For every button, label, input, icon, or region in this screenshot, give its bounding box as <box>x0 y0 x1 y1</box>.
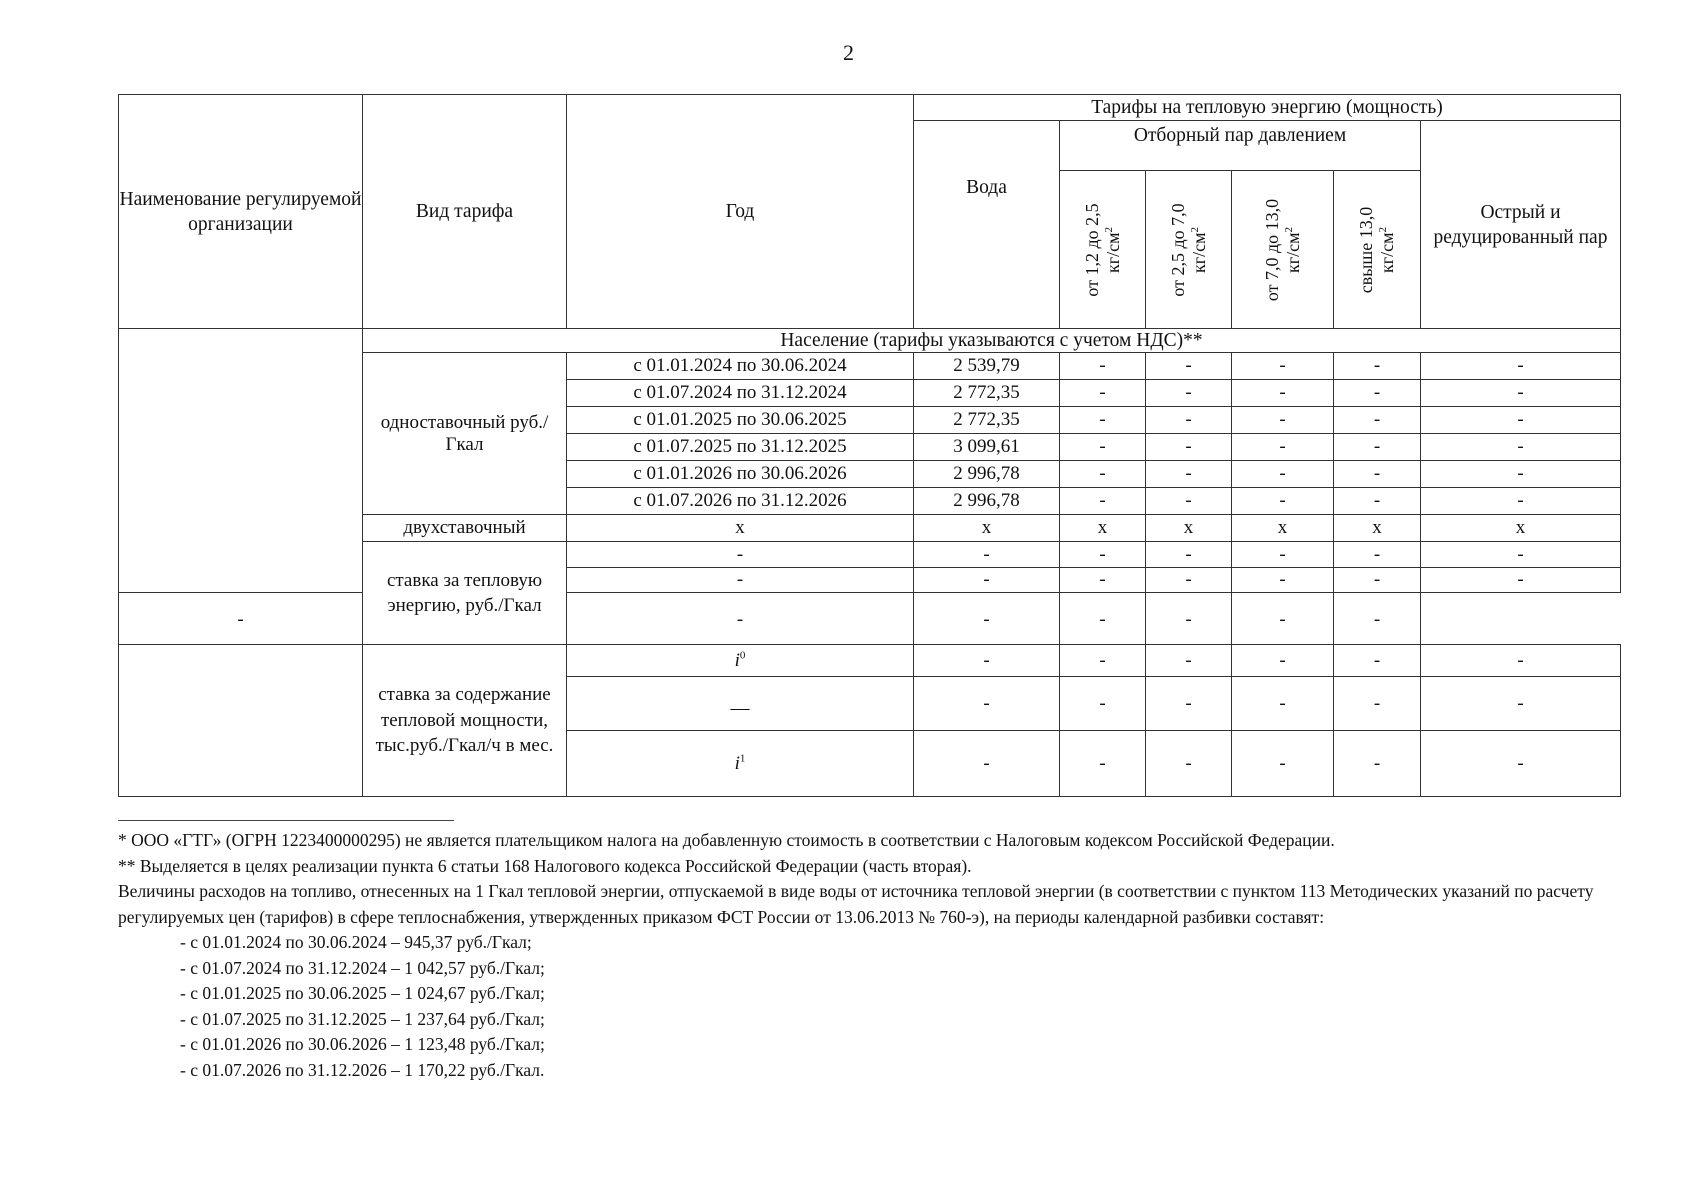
list-item: - с 01.07.2025 по 31.12.2025 – 1 237,64 руб./Гкал; <box>180 1008 545 1029</box>
period-cell: x <box>567 515 914 542</box>
water-cell: - <box>914 645 1060 677</box>
footnote-1: * ООО «ГТГ» (ОГРН 1223400000295) не является плательщиком налога на добавленную стоимость в соответствии с Налоговым кодексом Российской Федерации. <box>118 830 1335 850</box>
water-cell: - <box>914 568 1060 593</box>
list-item: - с 01.07.2026 по 31.12.2026 – 1 170,22 руб./Гкал. <box>180 1059 545 1080</box>
header-tariff-group: Тарифы на тепловую энергию (мощность) <box>914 95 1621 121</box>
period-cell: с 01.01.2025 по 30.06.2025 <box>567 407 914 434</box>
header-year: Год <box>567 95 914 329</box>
footnote-2: ** Выделяется в целях реализации пункта 6 статьи 168 Налогового кодекса Российской Федерации (часть вторая). <box>118 855 972 876</box>
p1-cell: - <box>1060 677 1146 731</box>
p2-cell: - <box>1146 568 1232 593</box>
p4-cell: - <box>1334 353 1421 380</box>
water-cell: x <box>914 515 1060 542</box>
footnotes <box>118 828 1638 1083</box>
p2-cell: - <box>1146 731 1232 797</box>
p4-cell: - <box>1334 380 1421 407</box>
p1-cell: - <box>914 593 1060 645</box>
water-cell: 2 996,78 <box>914 461 1060 488</box>
water-cell: 2 539,79 <box>914 353 1060 380</box>
period-cell: - <box>567 568 914 593</box>
period-cell: с 01.07.2026 по 31.12.2026 <box>567 488 914 515</box>
header-sharp-steam: Острый и редуцированный пар <box>1421 121 1621 329</box>
sharp-cell: - <box>1421 353 1621 380</box>
p2-cell: - <box>1146 488 1232 515</box>
p3-cell: - <box>1232 353 1334 380</box>
p1-cell: - <box>1060 380 1146 407</box>
list-item: - с 01.07.2024 по 31.12.2024 – 1 042,57 руб./Гкал; <box>180 957 545 978</box>
table-row <box>119 645 1621 677</box>
p4-cell: - <box>1334 488 1421 515</box>
period-cell: с 01.07.2024 по 31.12.2024 <box>567 380 914 407</box>
p3-cell: - <box>1232 488 1334 515</box>
p3-cell: - <box>1232 380 1334 407</box>
list-item: - с 01.01.2026 по 30.06.2026 – 1 123,48 руб./Гкал; <box>180 1034 545 1054</box>
p3-cell: - <box>1146 593 1232 645</box>
p4-cell: - <box>1334 568 1421 593</box>
p2-cell: - <box>1146 645 1232 677</box>
p1-cell: x <box>1060 515 1146 542</box>
period-cell: с 01.07.2025 по 31.12.2025 <box>567 434 914 461</box>
header-water: Вода <box>914 121 1060 329</box>
p3-cell: - <box>1232 407 1334 434</box>
water-cell: 2 996,78 <box>914 488 1060 515</box>
p3-cell: - <box>1232 568 1334 593</box>
sharp-cell: - <box>1421 407 1621 434</box>
list-item: - с 01.01.2025 по 30.06.2025 – 1 024,67 руб./Гкал; <box>180 983 545 1003</box>
period-cell: $i^0$ <box>567 645 914 677</box>
sharp-cell: - <box>1421 488 1621 515</box>
p3-cell: - <box>1232 542 1334 568</box>
sharp-cell: - <box>1421 677 1621 731</box>
org-cell-1 <box>119 329 363 593</box>
p2-cell: - <box>1146 353 1232 380</box>
sharp-cell: - <box>1421 645 1621 677</box>
section-title: Население (тарифы указываются с учетом НДС)** <box>363 329 1621 353</box>
p2-cell: - <box>1146 461 1232 488</box>
p3-cell: - <box>1232 645 1334 677</box>
header-pressure-1: от 1,2 до 2,5 $кг/см^2$ <box>1060 171 1146 329</box>
water-cell: - <box>914 731 1060 797</box>
sharp-cell: - <box>1421 731 1621 797</box>
p4-cell: - <box>1232 593 1334 645</box>
sharp-cell: - <box>1421 568 1621 593</box>
single-rate-label: одноставочный руб./Гкал <box>363 353 567 515</box>
p3-cell: - <box>1232 434 1334 461</box>
p1-cell: - <box>1060 568 1146 593</box>
water-cell: 3 099,61 <box>914 434 1060 461</box>
water-cell: - <box>914 542 1060 568</box>
page-number: 2 <box>843 40 854 65</box>
list-item: - с 01.01.2024 по 30.06.2024 – 945,37 руб./Гкал; <box>180 932 532 952</box>
p2-cell: - <box>1146 380 1232 407</box>
p4-cell: - <box>1334 542 1421 568</box>
period-cell: с 01.01.2024 по 30.06.2024 <box>567 353 914 380</box>
org-cell-2 <box>119 645 363 797</box>
sharp-cell: - <box>1421 542 1621 568</box>
water-cell: - <box>567 593 914 645</box>
sharp-cell: - <box>1334 593 1421 645</box>
p4-cell: - <box>1334 407 1421 434</box>
sharp-cell: - <box>1421 434 1621 461</box>
header-pressure-4: свыше 13,0 $кг/см^2$ <box>1334 171 1421 329</box>
p1-cell: - <box>1060 407 1146 434</box>
p4-cell: - <box>1334 677 1421 731</box>
p2-cell: x <box>1146 515 1232 542</box>
energy-rate-label: ставка за тепловую энергию, руб./Гкал <box>363 542 567 645</box>
p4-cell: - <box>1334 731 1421 797</box>
p2-cell: - <box>1146 677 1232 731</box>
water-cell: 2 772,35 <box>914 407 1060 434</box>
header-pressure-3: от 7,0 до 13,0 $кг/см^2$ <box>1232 171 1334 329</box>
p2-cell: - <box>1146 542 1232 568</box>
header-pressure-2: от 2,5 до 7,0 $кг/см^2$ <box>1146 171 1232 329</box>
sharp-cell: - <box>1421 461 1621 488</box>
p1-cell: - <box>1060 488 1146 515</box>
p4-cell: - <box>1334 434 1421 461</box>
p1-cell: - <box>1060 542 1146 568</box>
period-cell: — <box>567 677 914 731</box>
period-cell: с 01.01.2026 по 30.06.2026 <box>567 461 914 488</box>
p2-cell: - <box>1146 434 1232 461</box>
p4-cell: x <box>1334 515 1421 542</box>
p4-cell: - <box>1334 461 1421 488</box>
p2-cell: - <box>1146 407 1232 434</box>
p1-cell: - <box>1060 353 1146 380</box>
p1-cell: - <box>1060 645 1146 677</box>
period-cell: - <box>119 593 363 645</box>
p1-cell: - <box>1060 731 1146 797</box>
header-org: Наименование регулируемой организации <box>119 95 363 329</box>
p3-cell: - <box>1232 731 1334 797</box>
water-cell: - <box>914 677 1060 731</box>
p2-cell: - <box>1060 593 1146 645</box>
period-cell: $i^1$ <box>567 731 914 797</box>
period-cell: - <box>567 542 914 568</box>
p4-cell: - <box>1334 645 1421 677</box>
two-rate-label: двухставочный <box>363 515 567 542</box>
p3-cell: - <box>1232 677 1334 731</box>
capacity-rate-label: ставка за содержание тепловой мощности, тыс.руб./Гкал/ч в мес. <box>363 645 567 797</box>
sharp-cell: - <box>1421 380 1621 407</box>
fuel-cost-intro: Величины расходов на топливо, отнесенных на 1 Гкал тепловой энергии, отпускаемой в виде воды от источника тепловой энергии (в соответствии с пунктом 113 Методических указаний по расчету регулируемых цен (тарифов) в сфере теплоснабжения, утвержденных приказом ФСТ России от 13.06.2013 № 760-э), на периоды календарной разбивки составят: <box>118 881 1594 927</box>
p1-cell: - <box>1060 461 1146 488</box>
header-extraction-steam: Отборный пар давлением <box>1060 121 1421 171</box>
water-cell: 2 772,35 <box>914 380 1060 407</box>
tariff-table <box>118 94 1621 797</box>
p3-cell: x <box>1232 515 1334 542</box>
p1-cell: - <box>1060 434 1146 461</box>
footnote-divider <box>118 820 454 821</box>
p3-cell: - <box>1232 461 1334 488</box>
table-row <box>119 593 1621 645</box>
header-tariff-type: Вид тарифа <box>363 95 567 329</box>
sharp-cell: x <box>1421 515 1621 542</box>
